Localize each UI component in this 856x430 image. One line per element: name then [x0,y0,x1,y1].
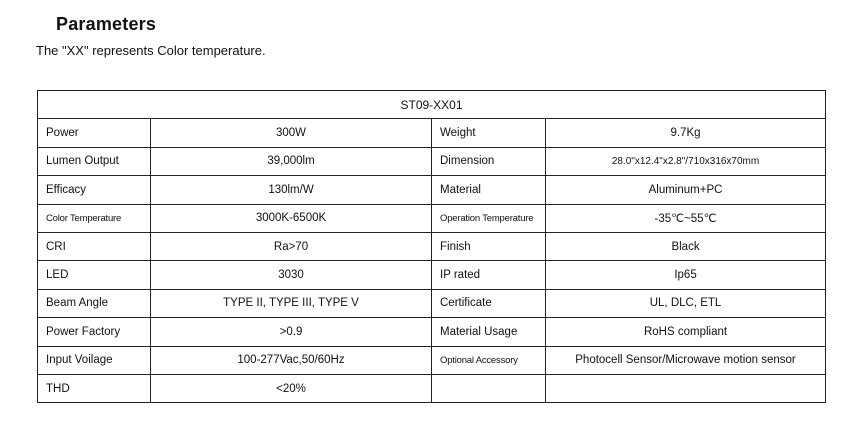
table-row [38,374,826,402]
page-title: Parameters [56,14,157,34]
param-value: 9.7Kg [546,119,826,147]
param-value: Photocell Sensor/Microwave motion sensor [546,346,826,374]
param-value: Ip65 [546,261,826,289]
param-value: Aluminum+PC [546,176,826,204]
param-value: 100-277Vac,50/60Hz [151,346,432,374]
param-label: THD [38,374,151,402]
table-row [38,289,826,317]
table-row [38,119,826,147]
param-value: 3000K-6500K [151,204,432,232]
param-label: CRI [38,232,151,260]
param-value: TYPE II, TYPE III, TYPE V [151,289,432,317]
table-row [38,204,826,232]
param-label: Input Voilage [38,346,151,374]
param-value: >0.9 [151,318,432,346]
param-value: <20% [151,374,432,402]
param-label: Finish [432,232,546,260]
table-row [38,147,826,175]
param-label: IP rated [432,261,546,289]
param-label: Color Temperature [38,204,151,232]
table-row [38,346,826,374]
param-value [546,374,826,402]
param-label: Operation Temperature [432,204,546,232]
param-value: 28.0"x12.4"x2.8"/710x316x70mm [546,147,826,175]
model-number: ST09-XX01 [38,91,826,119]
param-label: Efficacy [38,176,151,204]
table-row [38,232,826,260]
param-label: Optional Accessory [432,346,546,374]
param-label: Material [432,176,546,204]
param-value: 39,000lm [151,147,432,175]
param-value: 3030 [151,261,432,289]
param-value: Black [546,232,826,260]
param-label [432,374,546,402]
param-label: Power [38,119,151,147]
table-header-row [38,91,826,119]
param-value: Ra>70 [151,232,432,260]
param-value: 130lm/W [151,176,432,204]
param-label: Weight [432,119,546,147]
param-value: 300W [151,119,432,147]
table-row [38,176,826,204]
param-value: -35℃~55℃ [546,204,826,232]
parameters-table [37,90,826,403]
param-label: Power Factory [38,318,151,346]
table-row [38,318,826,346]
param-value: UL, DLC, ETL [546,289,826,317]
param-label: Certificate [432,289,546,317]
param-label: Beam Angle [38,289,151,317]
param-label: Material Usage [432,318,546,346]
param-label: LED [38,261,151,289]
param-label: Dimension [432,147,546,175]
param-value: RoHS compliant [546,318,826,346]
param-label: Lumen Output [38,147,151,175]
page-subtitle: The "XX" represents Color temperature. [36,43,266,58]
table-row [38,261,826,289]
